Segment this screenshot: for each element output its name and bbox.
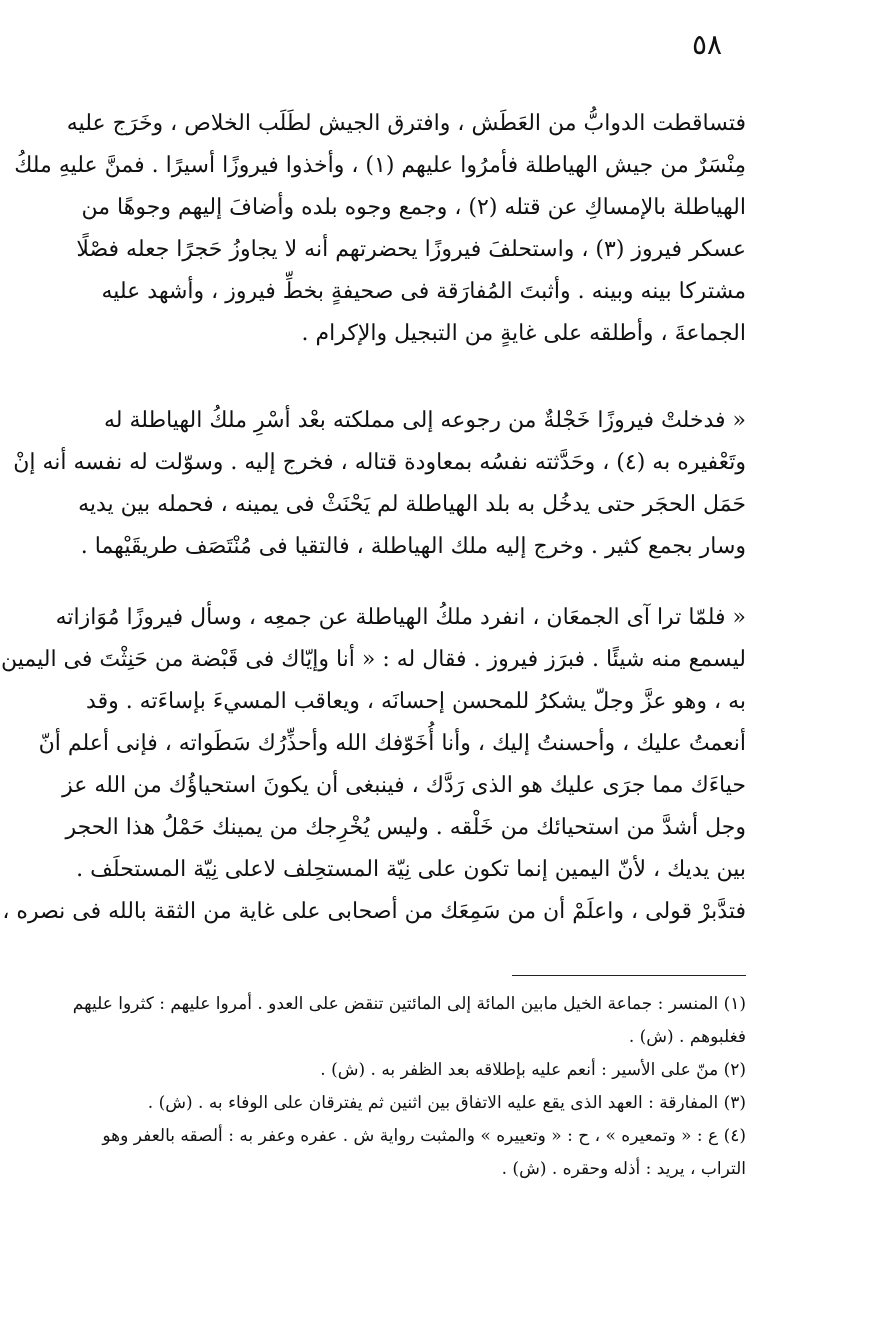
footnote (60, 1054, 746, 1087)
text-line: ليسمع منه شيئًا . فبرَز فيروز . فقال له : « أنا وإيّاك فى قَبْضة من حَنِثْتَ فى اليمين (1, 647, 746, 672)
text-line: « فلمّا ترا آى الجمعَان ، انفرد ملكُ الهياطلة عن جمعِه ، وسأل فيروزًا مُوَازاته (55, 605, 746, 630)
text-line: فتدَّبرْ قولى ، واعلَمْ أن من سَمِعَك من أصحابى على غاية من الثقة بالله فى نصره ، (2, 899, 746, 924)
text-line: وسار بجمع كثير . وخرج إليه ملك الهياطلة ، فالتقيا فى مُنْتَصَف طريقَيْهما . (80, 534, 746, 559)
footnote-line: (١) المنسر : جماعة الخيل مابين المائة إلى المائتين تنقض على العدو . أمروا عليهم : كثروا عليهم (72, 994, 746, 1014)
text-line: وجل أشدَّ من استحيائك من خَلْقه . وليس يُخْرِجك من يمينك حَمْلُ هذا الحجر (65, 815, 746, 840)
footnote-line: (٣) المفارقة : العهد الذى يقع عليه الاتفاق بين اثنين ثم يفترقان على الوفاء به . (ش) . (147, 1093, 746, 1113)
footnotes (60, 988, 746, 1186)
text-line: فتساقطت الدوابُّ من العَطَش ، وافترق الجيش لطَلَب الخلاص ، وخَرَج عليه (66, 111, 746, 136)
footnote (60, 1087, 746, 1120)
text-line: بين يديك ، لأنّ اليمين إنما تكون على نِيّة المستحِلف لاعلى نِيّة المستحلَف . (76, 857, 746, 882)
text-line: حياءَك مما جرَى عليك هو الذى رَدَّك ، فينبغى أن يكونَ استحياؤُك من الله عز (62, 773, 746, 798)
text-line: الهياطلة بالإمساكِ عن قتله (٢) ، وجمع وجوه بلده وأضافَ إليهم وجوهًا من (81, 195, 746, 220)
text-line: « فدخلتْ فيروزًا خَجْلةٌ من رجوعه إلى مملكته بعْد أسْرِ ملكُ الهياطلة له (104, 408, 746, 433)
footnote-line: (٢) منّ على الأسير : أنعم عليه بإطلاقه بعد الظفر به . (ش) . (320, 1060, 746, 1080)
text-line: أنعمتُ عليك ، وأحسنتُ إليك ، وأنا أُخَوّفك الله وأحذِّرُك سَطَواته ، فإنى أعلم أنّ (38, 731, 746, 756)
text-line: به ، وهو عزَّ وجلّ يشكرُ للمحسن إحسانَه ، ويعاقب المسيءَ بإساءَته . وقد (86, 689, 746, 714)
text-line: وتَعْفيره به (٤) ، وحَدَّثته نفسُه بمعاودة قتاله ، فخرج إليه . وسوّلت له نفسه أنه إنْ (13, 450, 746, 475)
paragraph (1, 597, 746, 933)
footnote-line: (٤) ع : « وتمعيره » ، ح : « وتعييره » والمثبت رواية ش . عفره وعفر به : ألصقه بالعفر وهو (102, 1126, 746, 1146)
text-line: الجماعةَ ، وأطلقه على غايةٍ من التبجيل والإكرام . (301, 321, 746, 346)
footnote-line: التراب ، يريد : أذله وحقره . (ش) . (501, 1159, 746, 1179)
footnote-separator (512, 975, 746, 976)
page-number: ٥٨ (691, 28, 723, 61)
paragraph (13, 400, 746, 568)
footnote (60, 1120, 746, 1186)
text-line: مِنْسَرٌ من جيش الهياطلة فأمرُوا عليهم (١) ، وأخذوا فيروزًا أسيرًا . فمنَّ عليهِ ملكُ (14, 153, 746, 178)
paragraph (14, 103, 746, 355)
footnote (60, 988, 746, 1054)
text-line: مشتركا بينه وبينه . وأثبتَ المُفارَقة فى صحيفةٍ بخطِّ فيروز ، وأشهد عليه (101, 279, 746, 304)
text-line: عسكر فيروز (٣) ، واستحلفَ فيروزًا يحضرتهم أنه لا يجاوزُ حَجرًا جعله فصْلًا (76, 237, 746, 262)
text-line: حَمَل الحجَر حتى يدخُل به بلد الهياطلة لم يَحْنَثْ فى يمينه ، فحمله بين يديه (78, 492, 746, 517)
footnote-line: فغلبوهم . (ش) . (628, 1027, 746, 1047)
